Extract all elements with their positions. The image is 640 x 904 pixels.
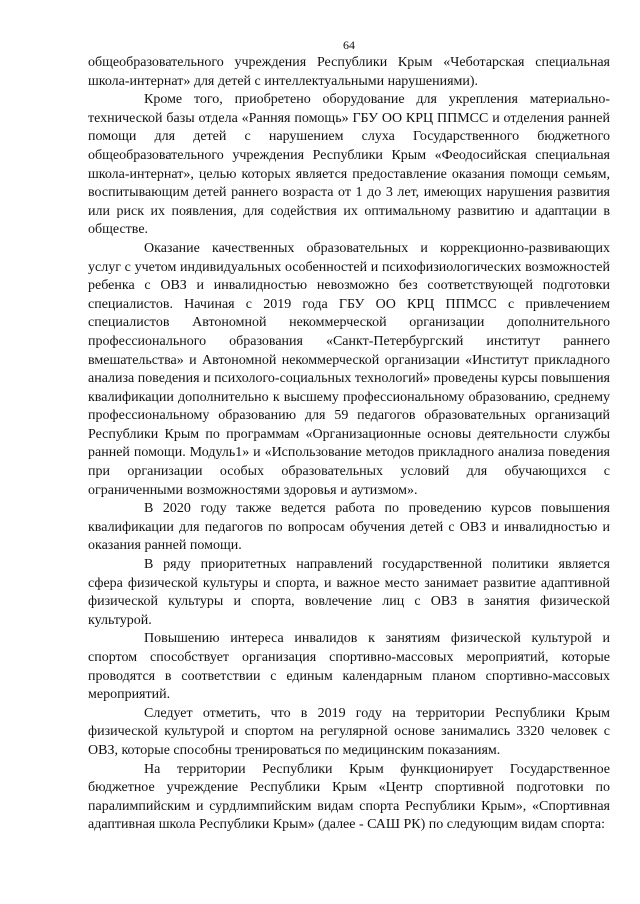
paragraph-4: В 2020 году также ведется работа по проведению курсов повышения квалификации для педагогов по вопросам обучения детей с ОВЗ и инвалидностью и оказания ранней помощи.	[88, 501, 610, 554]
paragraph-5: В ряду приоритетных направлений государственной политики является сфера физической культуры и спорта, и важное место занимает развитие адаптивной физической культуры и спорта, вовлечение лиц с ОВЗ в занятия физической культурой.	[88, 557, 610, 628]
paragraph-3: Оказание качественных образовательных и коррекционно-развивающих услуг с учетом индивидуальных особенностей и психофизиологических возможностей ребенка с ОВЗ и инвалидностью невозможно без соответствующей подготовки специалистов. Начиная с 2019 года ГБУ ОО КРЦ ППМСС с привлечением специалистов Автономной некоммерческой организации дополнительного профессионального образования «Санкт-Петербургский институт раннего вмешательства» и Автономной некоммерческой организации «Институт прикладного анализа поведения и психолого-социальных технологий» проведены курсы повышения квалификации дополнительно к высшему профессиональному образованию, среднему профессиональному образованию для 59 педагогов образовательных организаций Республики Крым по программам «Организационные основы деятельности службы ранней помощи. Модуль1» и «Использование методов прикладного анализа поведения при организации особых образовательных условий для обучающихся с ограниченными возможностями здоровья и аутизмом».	[88, 240, 610, 498]
document-page	[88, 0, 610, 835]
paragraph-2: Кроме того, приобретено оборудование для укрепления материально-технической базы отдела «Ранняя помощь» ГБУ ОО КРЦ ППМСС и отделения ранней помощи для детей с нарушением слуха Государственного бюджетного общеобразовательного учреждения Республики Крым «Феодосийская специальная школа-интернат», целью которых является предоставление оказания помощи семьям, воспитывающим детей раннего возраста от 1 до 3 лет, имеющих нарушения развития или риск их появления, для содействия их оптимальному развитию и адаптации в обществе.	[88, 92, 610, 238]
paragraph-7: Следует отметить, что в 2019 году на территории Республики Крым физической культурой и спортом на регулярной основе занимались 3320 человек с ОВЗ, которые способны тренироваться по медицинским показаниям.	[88, 705, 610, 758]
paragraph-6: Повышению интереса инвалидов к занятиям физической культурой и спортом способствует организация спортивно-массовых мероприятий, которые проводятся в соответствии с единым календарным планом спортивно-массовых мероприятий.	[88, 631, 610, 703]
paragraph-8: На территории Республики Крым функционирует Государственное бюджетное учреждение Республики Крым «Центр спортивной подготовки по паралимпийским и сурдлимпийским видам спорта Республики Крым», «Спортивная адаптивная школа Республики Крым» (далее - САШ РК) по следующим видам спорта:	[88, 761, 610, 833]
paragraph-1: общеобразовательного учреждения Республики Крым «Чеботарская специальная школа-интернат» для детей с интеллектуальными нарушениями).	[88, 55, 610, 89]
page-number: 64	[343, 38, 355, 52]
